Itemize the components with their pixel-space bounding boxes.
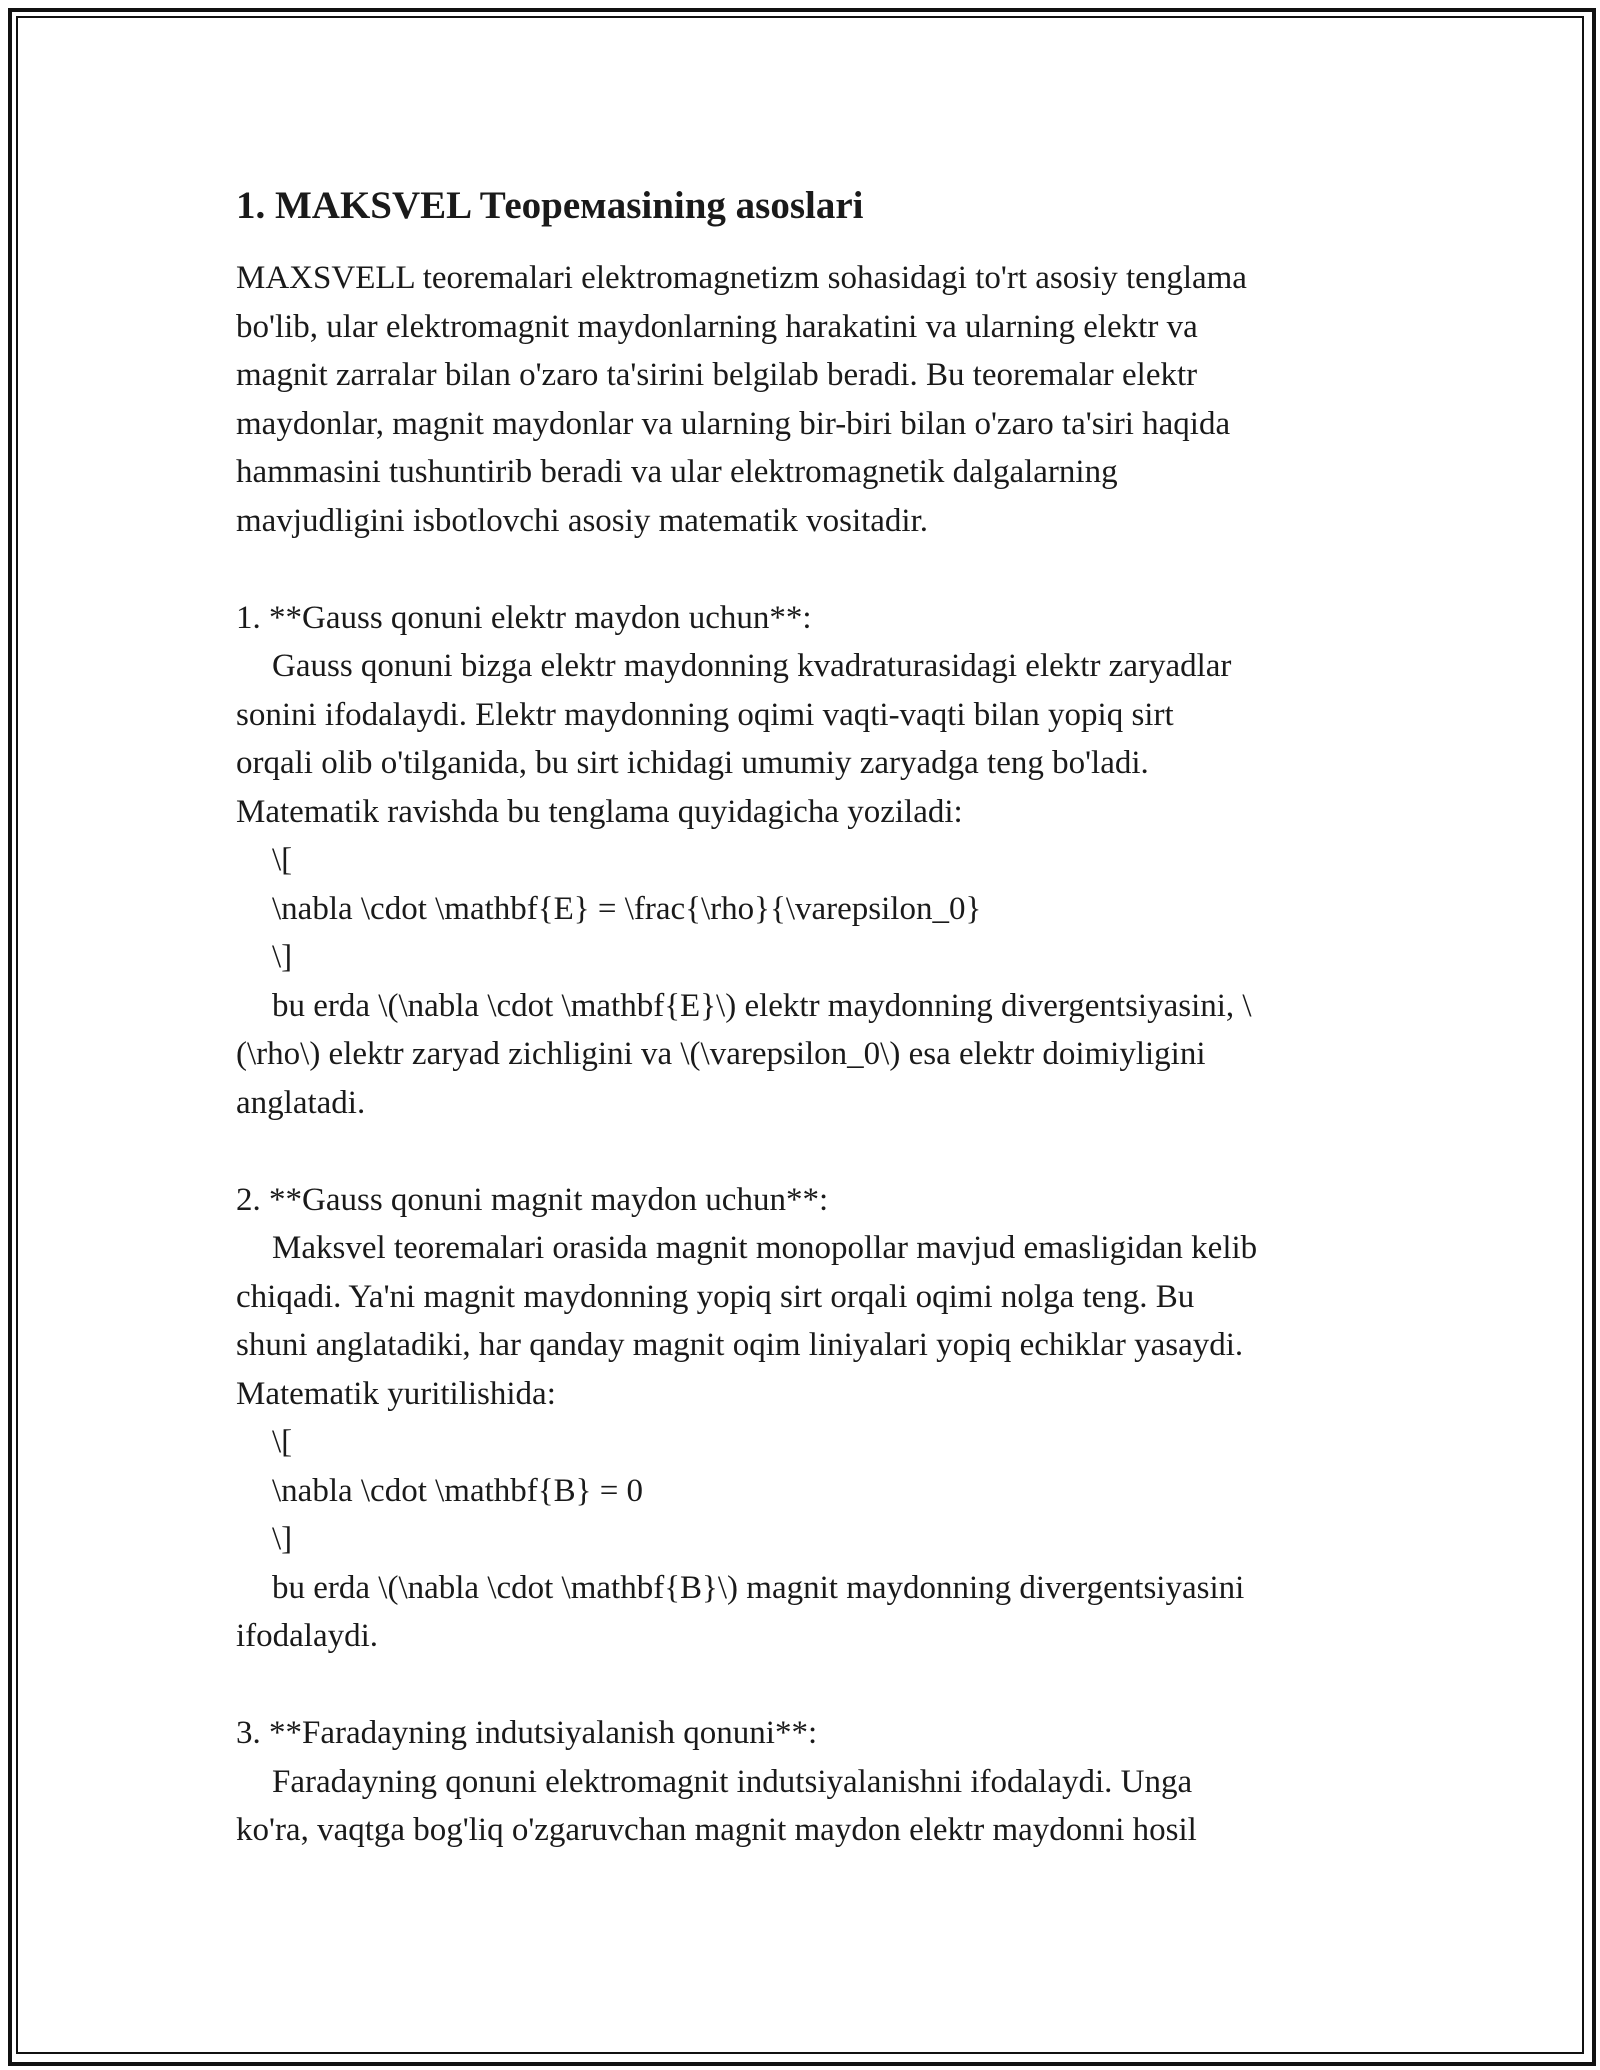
section-title: 1. **Gauss qonuni elektr maydon uchun**: xyxy=(236,599,812,636)
spacer xyxy=(236,545,1396,594)
section-gauss-magnetic xyxy=(236,1176,1396,1661)
formula-open: \[ xyxy=(272,1424,293,1460)
section-line: orqali olib o'tilganida, bu sirt ichidagi umumiy zaryadga teng bo'ladi. xyxy=(236,745,1149,781)
section-line: Matematik yuritilishida: xyxy=(236,1375,556,1412)
formula-line: \nabla \cdot \mathbf{E} = \frac{\rho}{\varepsilon_0} xyxy=(272,890,982,927)
section-faraday xyxy=(236,1709,1396,1855)
section-gauss-electric xyxy=(236,594,1396,1128)
formula-close: \] xyxy=(272,939,293,975)
section-line: anglatadi. xyxy=(236,1084,366,1121)
intro-line: hammasini tushuntirib beradi va ular elektromagnetik dalgalarning xyxy=(236,454,1118,490)
intro-line: MAXSVELL teoremalari elektromagnetizm sohasidagi to'rt asosiy tenglama xyxy=(236,260,1247,296)
section-line: sonini ifodalaydi. Elektr maydonning oqimi vaqti-vaqti bilan yopiq sirt xyxy=(236,696,1174,733)
spacer xyxy=(236,1661,1396,1710)
intro-line: bo'lib, ular elektromagnit maydonlarning harakatini va ularning elektr va xyxy=(236,308,1198,345)
intro-line: mavjudligini isbotlovchi asosiy matematik vositadir. xyxy=(236,502,929,539)
section-title: 3. **Faradayning indutsiyalanish qonuni**: xyxy=(236,1715,818,1751)
spacer xyxy=(236,1127,1396,1176)
section-title: 2. **Gauss qonuni magnit maydon uchun**: xyxy=(236,1181,829,1218)
section-line: Faradayning qonuni elektromagnit indutsiyalanishni ifodalaydi. Unga xyxy=(272,1763,1193,1800)
section-line: (\rho\) elektr zaryad zichligini va \(\varepsilon_0\) esa elektr doimiyligini xyxy=(236,1036,1206,1072)
intro-line: maydonlar, magnit maydonlar va ularning bir-biri bilan o'zaro ta'siri haqida xyxy=(236,405,1231,442)
section-line: bu erda \(\nabla \cdot \mathbf{E}\) elektr maydonning divergentsiyasini, \ xyxy=(272,987,1252,1024)
intro-paragraph xyxy=(236,254,1396,545)
section-line: ifodalaydi. xyxy=(236,1618,379,1654)
section-line: chiqadi. Ya'ni magnit maydonning yopiq sirt orqali oqimi nolga teng. Bu xyxy=(236,1278,1195,1315)
section-line: bu erda \(\nabla \cdot \mathbf{B}\) magnit maydonning divergentsiyasini xyxy=(272,1569,1245,1606)
page-title: 1. MAKSVEL Теоремasining asoslari xyxy=(236,184,864,227)
formula-line: \nabla \cdot \mathbf{B} = 0 xyxy=(272,1472,644,1509)
document-page xyxy=(236,182,1396,1855)
section-line: Matematik ravishda bu tenglama quyidagicha yoziladi: xyxy=(236,793,963,830)
section-line: shuni anglatadiki, har qanday magnit oqim liniyalari yopiq echiklar yasaydi. xyxy=(236,1327,1244,1363)
section-line: ko'ra, vaqtga bog'liq o'zgaruvchan magnit maydon elektr maydonni hosil xyxy=(236,1812,1197,1848)
formula-open: \[ xyxy=(272,842,293,878)
section-line: Maksvel teoremalari orasida magnit monopollar mavjud emasligidan kelib xyxy=(272,1230,1258,1266)
formula-close: \] xyxy=(272,1521,293,1557)
intro-line: magnit zarralar bilan o'zaro ta'sirini belgilab beradi. Bu teoremalar elektr xyxy=(236,357,1198,393)
section-line: Gauss qonuni bizga elektr maydonning kvadraturasidagi elektr zaryadlar xyxy=(272,648,1232,684)
